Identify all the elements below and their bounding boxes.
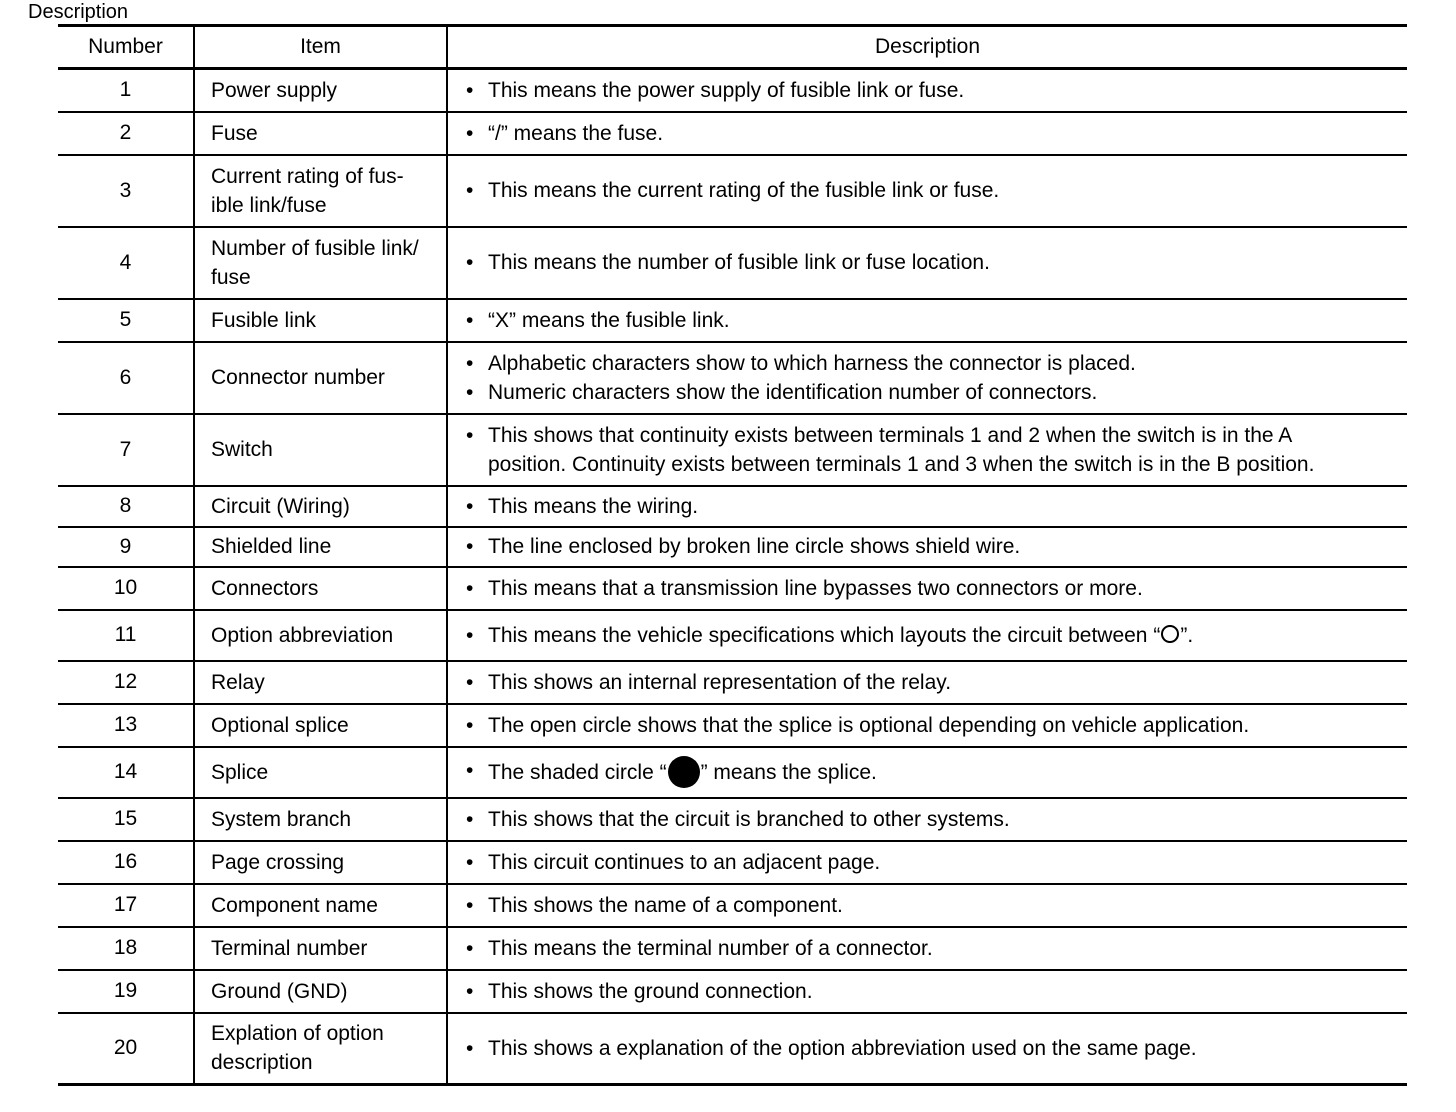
row-number: 8 bbox=[58, 486, 194, 527]
row-description bbox=[447, 798, 1407, 841]
table-row bbox=[58, 927, 1407, 970]
description-bullet: • This circuit continues to an adjacent page. bbox=[466, 848, 1401, 877]
row-description bbox=[447, 927, 1407, 970]
row-item bbox=[194, 1013, 447, 1085]
header-row bbox=[58, 26, 1407, 69]
row-item bbox=[194, 227, 447, 299]
row-item: Connectors bbox=[194, 567, 447, 610]
row-description bbox=[447, 610, 1407, 661]
table-row bbox=[58, 661, 1407, 704]
row-item: Power supply bbox=[194, 69, 447, 112]
item-line: Current rating of fus- bbox=[211, 164, 404, 188]
table-row bbox=[58, 527, 1407, 567]
row-number: 7 bbox=[58, 414, 194, 486]
table-row bbox=[58, 155, 1407, 227]
table-row bbox=[58, 704, 1407, 747]
description-bullet: • This shows the name of a component. bbox=[466, 891, 1401, 920]
row-description bbox=[447, 884, 1407, 927]
row-number: 3 bbox=[58, 155, 194, 227]
description-line: position. Continuity exists between terminals 1 and 3 when the switch is in the B position. bbox=[488, 452, 1315, 476]
row-description bbox=[447, 841, 1407, 884]
row-number: 5 bbox=[58, 299, 194, 342]
row-description bbox=[447, 227, 1407, 299]
row-number: 2 bbox=[58, 112, 194, 155]
row-number: 4 bbox=[58, 227, 194, 299]
table-row bbox=[58, 841, 1407, 884]
header-number: Number bbox=[58, 26, 194, 69]
row-number: 13 bbox=[58, 704, 194, 747]
item-line: ible link/fuse bbox=[211, 193, 327, 217]
row-item: Component name bbox=[194, 884, 447, 927]
row-description bbox=[447, 704, 1407, 747]
filled-circle-icon bbox=[668, 756, 700, 788]
description-bullet: • This means the current rating of the fusible link or fuse. bbox=[466, 176, 1401, 205]
table-row bbox=[58, 112, 1407, 155]
description-text: ” means the splice. bbox=[700, 761, 877, 784]
description-bullet bbox=[466, 621, 1401, 650]
row-item: Switch bbox=[194, 414, 447, 486]
description-bullet: • This means that a transmission line bypasses two connectors or more. bbox=[466, 574, 1401, 603]
description-bullet: • This means the terminal number of a connector. bbox=[466, 934, 1401, 963]
row-description bbox=[447, 299, 1407, 342]
row-description bbox=[447, 527, 1407, 567]
row-description bbox=[447, 69, 1407, 112]
row-number: 14 bbox=[58, 747, 194, 798]
description-bullet: • The line enclosed by broken line circle shows shield wire. bbox=[466, 532, 1401, 561]
table-row bbox=[58, 299, 1407, 342]
table-row bbox=[58, 1013, 1407, 1085]
row-description bbox=[447, 486, 1407, 527]
description-bullet: • This shows that the circuit is branched to other systems. bbox=[466, 805, 1401, 834]
item-line: description bbox=[211, 1051, 313, 1075]
row-description bbox=[447, 342, 1407, 414]
description-bullet: • This means the wiring. bbox=[466, 492, 1401, 521]
row-item: Optional splice bbox=[194, 704, 447, 747]
description-line: • This shows that continuity exists between terminals 1 and 2 when the switch is in the A bbox=[488, 423, 1293, 447]
row-description bbox=[447, 661, 1407, 704]
item-line: fuse bbox=[211, 265, 251, 289]
table-row bbox=[58, 747, 1407, 798]
row-item: Shielded line bbox=[194, 527, 447, 567]
item-line: Explation of option bbox=[211, 1022, 384, 1046]
description-text: This means the vehicle specifications which layouts the circuit between “ bbox=[488, 623, 1161, 647]
description-bullet: • Numeric characters show the identification number of connectors. bbox=[466, 378, 1401, 407]
row-number: 17 bbox=[58, 884, 194, 927]
table-row bbox=[58, 970, 1407, 1013]
row-number: 6 bbox=[58, 342, 194, 414]
row-item: Ground (GND) bbox=[194, 970, 447, 1013]
row-item: Splice bbox=[194, 747, 447, 798]
row-item: Circuit (Wiring) bbox=[194, 486, 447, 527]
description-bullet: • “X” means the fusible link. bbox=[466, 306, 1401, 335]
row-description bbox=[447, 155, 1407, 227]
table-row bbox=[58, 227, 1407, 299]
table-row bbox=[58, 342, 1407, 414]
row-description bbox=[447, 1013, 1407, 1085]
open-circle-icon bbox=[1161, 625, 1179, 643]
section-title: Description bbox=[28, 1, 129, 23]
description-bullet: • “/” means the fuse. bbox=[466, 119, 1401, 148]
table-row bbox=[58, 610, 1407, 661]
row-number: 1 bbox=[58, 69, 194, 112]
row-item: Connector number bbox=[194, 342, 447, 414]
row-number: 20 bbox=[113, 1036, 138, 1060]
row-description bbox=[447, 112, 1407, 155]
description-table bbox=[58, 24, 1407, 1086]
description-bullet: • This shows an internal representation of the relay. bbox=[466, 668, 1401, 697]
row-item: Terminal number bbox=[194, 927, 447, 970]
table-row bbox=[58, 69, 1407, 112]
description-bullet: • This shows a explanation of the option abbreviation used on the same page. bbox=[466, 1034, 1401, 1063]
row-description bbox=[447, 747, 1407, 798]
row-number: 18 bbox=[58, 927, 194, 970]
row-description bbox=[447, 567, 1407, 610]
header-description: Description bbox=[447, 26, 1407, 69]
description-bullet: • The open circle shows that the splice is optional depending on vehicle application. bbox=[466, 711, 1401, 740]
row-number: 15 bbox=[58, 798, 194, 841]
row-item: Relay bbox=[194, 661, 447, 704]
table-row bbox=[58, 798, 1407, 841]
row-item: Fusible link bbox=[194, 299, 447, 342]
row-number: 16 bbox=[58, 841, 194, 884]
header-item: Item bbox=[194, 26, 447, 69]
description-bullet: • This means the power supply of fusible link or fuse. bbox=[466, 76, 1401, 105]
description-text: ”. bbox=[1180, 623, 1194, 647]
description-bullet: • Alphabetic characters show to which harness the connector is placed. bbox=[466, 349, 1401, 378]
row-number: 12 bbox=[58, 661, 194, 704]
description-bullet bbox=[466, 421, 1401, 479]
row-item: Option abbreviation bbox=[194, 610, 447, 661]
description-bullet: • This means the number of fusible link or fuse location. bbox=[466, 248, 1401, 277]
row-description bbox=[447, 414, 1407, 486]
row-number: 11 bbox=[58, 610, 194, 661]
table-row bbox=[58, 567, 1407, 610]
row-item: Fuse bbox=[194, 112, 447, 155]
item-line: Number of fusible link/ bbox=[211, 236, 419, 260]
row-item: System branch bbox=[194, 798, 447, 841]
table-row bbox=[58, 414, 1407, 486]
row-description bbox=[447, 970, 1407, 1013]
row-number: 9 bbox=[58, 527, 194, 567]
description-text: The shaded circle “ bbox=[488, 761, 667, 784]
description-bullet bbox=[466, 756, 1401, 788]
description-bullet: • This shows the ground connection. bbox=[466, 977, 1401, 1006]
table-row bbox=[58, 884, 1407, 927]
row-number: 19 bbox=[58, 970, 194, 1013]
row-item: Page crossing bbox=[194, 841, 447, 884]
row-number: 10 bbox=[58, 567, 194, 610]
row-item bbox=[194, 155, 447, 227]
table-row bbox=[58, 486, 1407, 527]
